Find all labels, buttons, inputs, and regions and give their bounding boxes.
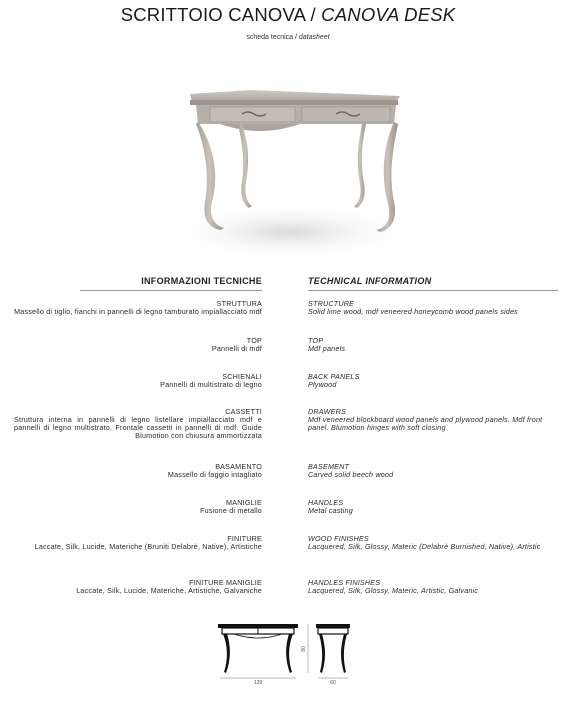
spec-label-en: BASEMENT xyxy=(308,462,350,471)
spec-text-en: Lacquered, Silk, Glossy, Materic (Delabrè Burnished, Native), Artistic xyxy=(308,542,541,551)
spec-label-en: DRAWERS xyxy=(308,407,347,416)
desk-product-image xyxy=(150,72,430,272)
spec-text-en: Lacquered, Silk, Glossy, Materic, Artistic, Galvanic xyxy=(308,586,479,595)
spec-label-en: STRUCTURE xyxy=(308,299,355,308)
spec-label-en: WOOD FINISHES xyxy=(308,534,369,543)
heading-technical-info-it: INFORMAZIONI TECNICHE xyxy=(141,276,262,286)
height-label: 80 xyxy=(301,646,307,652)
spec-text-en: Mdf panels xyxy=(308,344,346,353)
spec-label-it: SCHIENALI xyxy=(222,372,262,381)
spec-text-it: Laccate, Silk, Lucide, Materiche (Bruniti Delabrè, Native), Artistiche xyxy=(34,542,262,551)
front-view-drawing xyxy=(218,624,298,673)
spec-text-en: Mdf veneered blockboard wood panels and plywood panels. Mdf front panel. Blumotion hinges with soft closing xyxy=(308,415,543,432)
spec-text-en: Plywood xyxy=(308,380,337,389)
spec-text-en: Solid lime wood, mdf veneered honeycomb wood panels sides xyxy=(308,307,518,316)
depth-label: 60 xyxy=(330,680,336,686)
page-title xyxy=(0,4,576,26)
spec-text-it: Struttura interna in pannelli di legno listellare impiallacciato mdf e pannelli di legno multistrato. Frontale cassetti in pannelli di mdf. Guide Blumotion con chiusura ammortizzata xyxy=(14,415,262,440)
dimension-drawing xyxy=(214,618,364,686)
spec-label-en: BACK PANELS xyxy=(308,372,360,381)
spec-text-it: Massello di tiglio, fianchi in pannelli di legno tamburato impiallacciato mdf xyxy=(14,307,262,316)
subtitle-english: datasheet xyxy=(298,34,330,41)
spec-label-en: HANDLES xyxy=(308,498,344,507)
title-italian: SCRITTOIO CANOVA / xyxy=(120,4,316,25)
spec-label-it: BASAMENTO xyxy=(215,462,262,471)
spec-label-it: STRUTTURA xyxy=(216,299,262,308)
spec-text-en: Carved solid beech wood xyxy=(308,470,394,479)
spec-text-it: Massello di faggio intagliato xyxy=(167,470,262,479)
spec-label-en: TOP xyxy=(308,336,324,345)
dimension-lines xyxy=(220,624,348,678)
spec-text-it: Laccate, Silk, Lucide, Materiche, Artistiche, Galvaniche xyxy=(76,586,262,595)
width-label: 139 xyxy=(253,680,263,686)
heading-divider-right xyxy=(308,290,558,291)
spec-text-en: Metal casting xyxy=(308,506,353,515)
spec-text-it: Pannelli di multistrato di legno xyxy=(160,380,262,389)
spec-text-it: Fusione di metallo xyxy=(200,506,262,515)
spec-label-it: FINITURE xyxy=(227,534,262,543)
spec-label-en: HANDLES FINISHES xyxy=(308,578,381,587)
spec-label-it: TOP xyxy=(246,336,262,345)
heading-technical-info-en: TECHNICAL INFORMATION xyxy=(308,276,432,286)
side-view-drawing xyxy=(316,624,350,673)
page-subtitle xyxy=(0,34,576,41)
heading-divider-left xyxy=(80,290,262,291)
spec-text-it: Pannelli di mdf xyxy=(211,344,262,353)
spec-label-it: FINITURE MANIGLIE xyxy=(189,578,262,587)
spec-label-it: CASSETTI xyxy=(225,407,262,416)
subtitle-italian: scheda tecnica / xyxy=(246,34,297,41)
spec-label-it: MANIGLIE xyxy=(226,498,262,507)
title-english: CANOVA DESK xyxy=(321,4,456,25)
